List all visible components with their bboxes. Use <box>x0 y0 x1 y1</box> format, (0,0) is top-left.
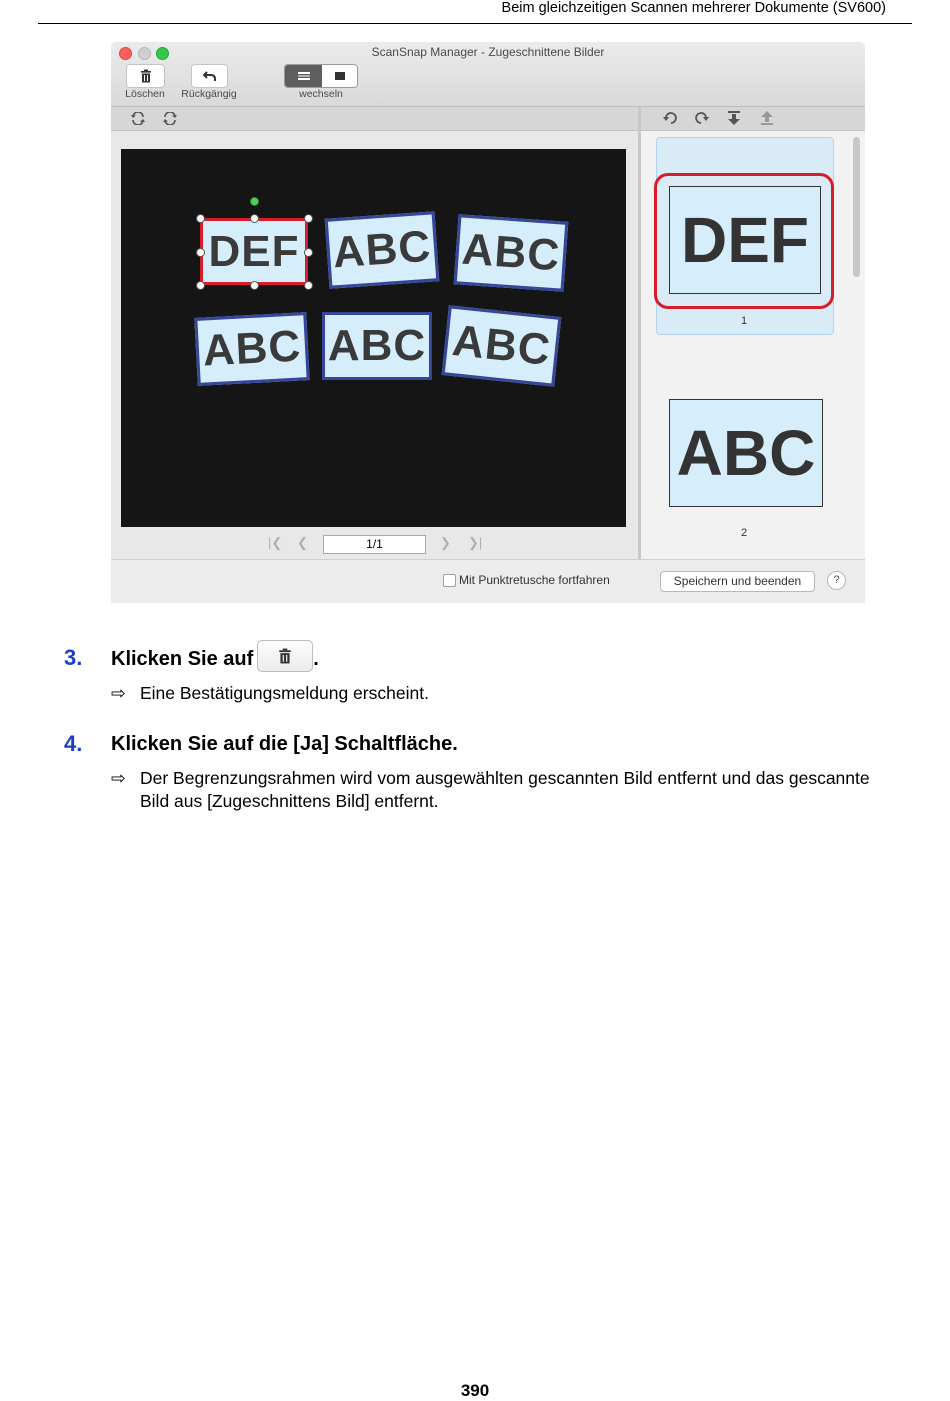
rotate-right-icon[interactable] <box>163 112 177 125</box>
rotate-handle[interactable] <box>250 197 259 206</box>
rotate-cw-icon[interactable] <box>695 112 709 124</box>
image-toolbar <box>111 107 638 131</box>
highlight-frame <box>654 173 834 309</box>
cropped-document[interactable]: ABC <box>442 305 562 386</box>
result-text: Der Begrenzungsrahmen wird vom ausgewählten gescannten Bild entfernt und das gescannte Bild aus [Zugeschnittens Bild] entfernt. <box>140 768 870 811</box>
step-text: Klicken Sie auf <box>111 648 254 670</box>
multi-view-segment[interactable] <box>285 65 322 87</box>
cropped-document[interactable]: DEF <box>200 218 308 285</box>
running-header: Beim gleichzeitigen Scannen mehrerer Dokumente (SV600) <box>501 0 886 16</box>
thumbnail-number: 2 <box>740 527 748 539</box>
thumbnail-scrollbar[interactable] <box>853 137 860 277</box>
step-instruction: Klicken Sie auf die [Ja] Schaltfläche. <box>111 733 458 755</box>
undo-button[interactable] <box>191 64 228 88</box>
page-number: 390 <box>460 1381 490 1400</box>
step-number: 3. <box>64 645 83 670</box>
view-switch-control[interactable] <box>284 64 358 88</box>
delete-label: Löschen <box>125 88 165 100</box>
move-up-icon[interactable] <box>761 111 773 125</box>
undo-icon <box>203 70 217 82</box>
page-icon <box>335 72 345 80</box>
trash-icon <box>277 648 293 664</box>
resize-handle[interactable] <box>250 281 259 290</box>
header-rule <box>38 23 912 24</box>
resize-handle[interactable] <box>304 214 313 223</box>
switch-label: wechseln <box>299 88 343 100</box>
result-text: Eine Bestätigungsmeldung erscheint. <box>140 683 429 703</box>
step-text-end: . <box>313 648 319 670</box>
last-page-icon[interactable]: ❯| <box>468 535 483 550</box>
cropped-document[interactable]: ABC <box>322 312 432 380</box>
single-view-segment[interactable] <box>322 65 357 87</box>
resize-handle[interactable] <box>304 281 313 290</box>
rotate-ccw-icon[interactable] <box>663 112 677 124</box>
result-arrow-icon: ⇨ <box>111 683 126 703</box>
resize-handle[interactable] <box>250 214 259 223</box>
first-page-icon[interactable]: |❮ <box>268 535 283 550</box>
thumbnail-number: 1 <box>740 315 748 327</box>
preview-pane <box>111 131 638 559</box>
step-number: 4. <box>64 731 83 756</box>
move-down-icon[interactable] <box>728 111 740 125</box>
save-and-finish-button[interactable]: Speichern und beenden <box>660 571 815 592</box>
trash-icon <box>139 69 153 83</box>
cropped-document[interactable]: ABC <box>325 211 440 289</box>
page-number-field[interactable]: 1/1 <box>323 535 426 554</box>
thumbnail-image[interactable]: ABC <box>669 399 823 507</box>
resize-handle[interactable] <box>304 248 313 257</box>
previous-page-icon[interactable]: ❮ <box>297 535 308 550</box>
step-instruction <box>111 635 319 683</box>
scansnap-window <box>111 42 865 603</box>
resize-handle[interactable] <box>196 248 205 257</box>
rotate-left-icon[interactable] <box>131 112 145 125</box>
next-page-icon[interactable]: ❯ <box>440 535 451 550</box>
thumbnail-pane <box>641 131 865 559</box>
crop-layout-icon <box>297 71 311 81</box>
cropped-document[interactable]: ABC <box>454 214 569 292</box>
cropped-document[interactable]: ABC <box>194 312 309 386</box>
thumbnail-image[interactable]: DEF <box>669 186 821 294</box>
page-navigator <box>111 531 638 559</box>
undo-label: Rückgängig <box>181 88 237 100</box>
window-titlebar <box>111 42 865 107</box>
window-title: ScanSnap Manager - Zugeschnittene Bilder <box>371 45 605 59</box>
scan-canvas <box>121 149 626 527</box>
thumbnail-toolbar <box>641 107 865 131</box>
inline-delete-button <box>257 640 313 672</box>
spot-retouch-label: Mit Punktretusche fortfahren <box>459 573 610 587</box>
window-footer <box>111 559 865 603</box>
resize-handle[interactable] <box>196 281 205 290</box>
resize-handle[interactable] <box>196 214 205 223</box>
delete-button[interactable] <box>126 64 165 88</box>
spot-retouch-checkbox[interactable] <box>443 574 456 587</box>
result-arrow-icon: ⇨ <box>111 768 126 788</box>
help-button[interactable]: ? <box>827 571 846 590</box>
